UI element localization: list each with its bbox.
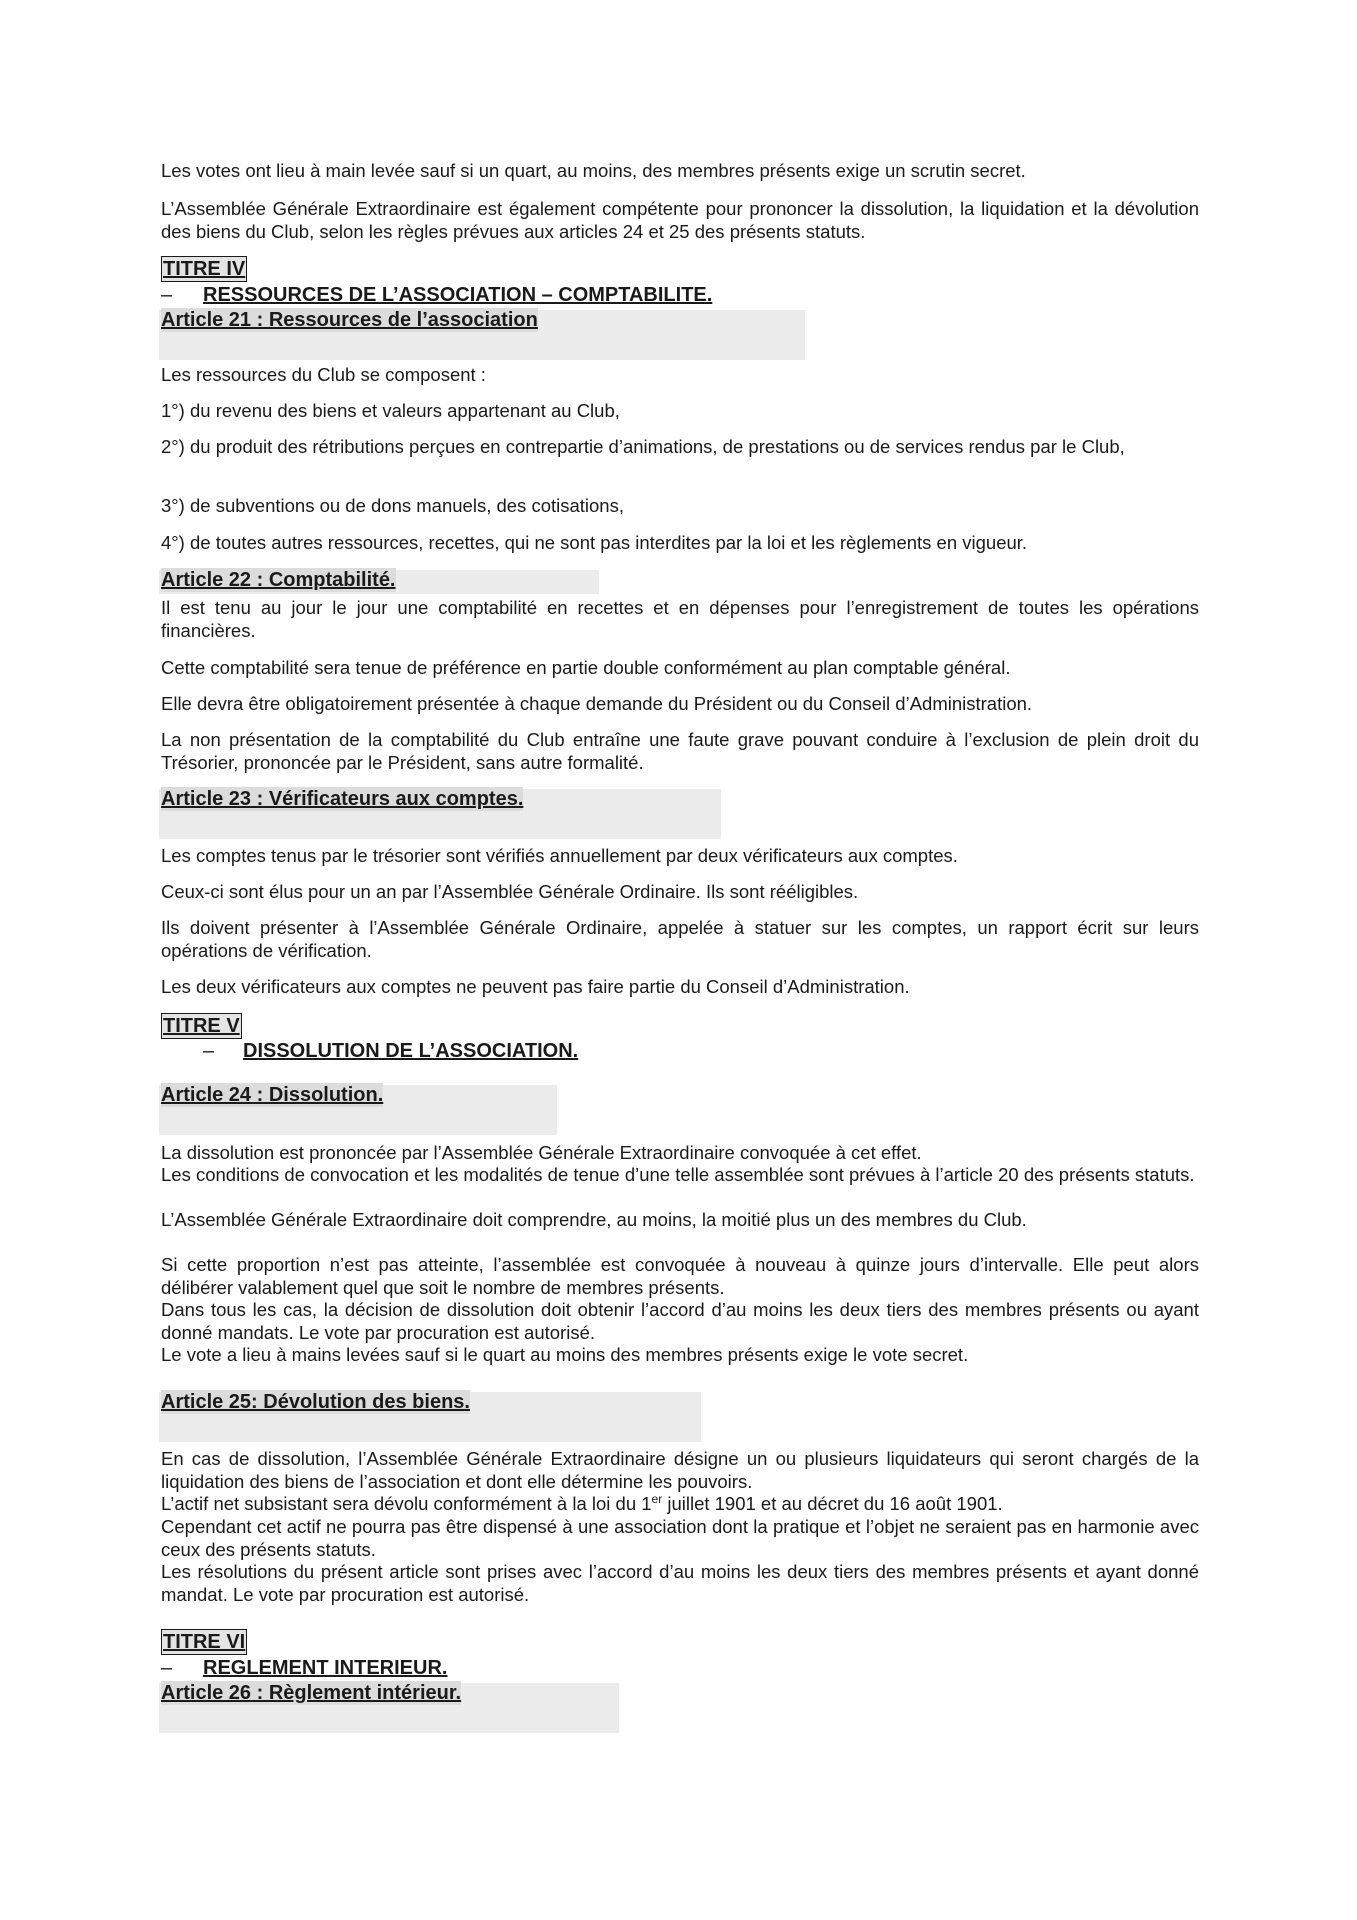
article-25-line-4: Les résolutions du présent article sont prises avec l’accord d’au moins les deux tiers des membres présents et ayant donné mandat. Le vote par procuration est autorisé. (161, 1561, 1199, 1605)
titre-v-heading: DISSOLUTION DE L’ASSOCIATION. (243, 1040, 579, 1062)
titre-vi-dash: – (161, 1657, 173, 1679)
article-21-item-4: 4°) de toutes autres ressources, recettes, qui ne sont pas interdites par la loi et les règlements en vigueur. (161, 532, 1028, 553)
competence-paragraph: L’Assemblée Générale Extraordinaire est également compétente pour prononcer la dissolution, la liquidation et la dévolution des biens du Club, selon les règles prévues aux articles 24 et 25 des présents statuts. (161, 198, 1199, 242)
titre-vi-label: TITRE VI (163, 1631, 246, 1653)
article-21-title: Article 21 : Ressources de l’association (161, 309, 538, 331)
article-23-para-3: Ils doivent présenter à l’Assemblée Générale Ordinaire, appelée à statuer sur les comptes, un rapport écrit sur leurs opérations de vérification. (161, 917, 1199, 961)
titre-iv-heading: RESSOURCES DE L’ASSOCIATION – COMPTABILITE. (203, 284, 713, 306)
article-22-para-3: Elle devra être obligatoirement présentée à chaque demande du Président ou du Conseil d’Administration. (161, 693, 1033, 714)
article-23-para-1: Les comptes tenus par le trésorier sont vérifiés annuellement par deux vérificateurs aux comptes. (161, 845, 958, 866)
titre-v-label: TITRE V (163, 1015, 240, 1037)
article-24-line-5: Dans tous les cas, la décision de dissolution doit obtenir l’accord d’au moins les deux tiers des membres présents ou ayant donné mandats. Le vote par procuration est autorisé. (161, 1299, 1199, 1343)
article-26-title: Article 26 : Règlement intérieur. (161, 1682, 462, 1704)
article-21-item-3: 3°) de subventions ou de dons manuels, des cotisations, (161, 495, 624, 516)
article-22-para-2: Cette comptabilité sera tenue de préférence en partie double conformément au plan comptable général. (161, 657, 1011, 678)
article-22-para-4: La non présentation de la comptabilité du Club entraîne une faute grave pouvant conduire à l’exclusion de plein droit du Trésorier, prononcée par le Président, sans autre formalité. (161, 729, 1199, 773)
article-21-item-2: 2°) du produit des rétributions perçues en contrepartie d’animations, de prestations ou de services rendus par le Club, (161, 436, 1125, 457)
titre-iv-label: TITRE IV (163, 258, 246, 280)
article-25-title: Article 25: Dévolution des biens. (161, 1391, 470, 1413)
titre-v-dash: – (203, 1040, 215, 1062)
article-24-line-2: Les conditions de convocation et les modalités de tenue d’une telle assemblée sont prévues à l’article 20 des présents statuts. (161, 1164, 1195, 1185)
article-25-line-2: L’actif net subsistant sera dévolu conformément à la loi du 1er juillet 1901 et au décret du 16 août 1901. (161, 1491, 1003, 1514)
article-24-line-1: La dissolution est prononcée par l’Assemblée Générale Extraordinaire convoquée à cet effet. (161, 1142, 922, 1163)
article-24-line-6: Le vote a lieu à mains levées sauf si le quart au moins des membres présents exige le vote secret. (161, 1344, 969, 1365)
article-23-title: Article 23 : Vérificateurs aux comptes. (161, 788, 524, 810)
article-24-title: Article 24 : Dissolution. (161, 1084, 384, 1106)
article-24-line-4: Si cette proportion n’est pas atteinte, l’assemblée est convoquée à nouveau à quinze jours d’intervalle. Elle peut alors délibérer valablement quel que soit le nombre de membres présents. (161, 1254, 1199, 1298)
article-23-para-2: Ceux-ci sont élus pour un an par l’Assemblée Générale Ordinaire. Ils sont rééligibles. (161, 881, 859, 902)
article-24-line-3: L’Assemblée Générale Extraordinaire doit comprendre, au moins, la moitié plus un des membres du Club. (161, 1209, 1027, 1230)
vote-paragraph: Les votes ont lieu à main levée sauf si un quart, au moins, des membres présents exige un scrutin secret. (161, 160, 1026, 181)
article-21-item-1: 1°) du revenu des biens et valeurs appartenant au Club, (161, 400, 620, 421)
article-23-para-4: Les deux vérificateurs aux comptes ne peuvent pas faire partie du Conseil d’Administration. (161, 976, 910, 997)
article-25-line-3: Cependant cet actif ne pourra pas être dispensé à une association dont la pratique et l’objet ne seraient pas en harmonie avec ceux des présents statuts. (161, 1516, 1199, 1560)
titre-iv-dash: – (161, 284, 173, 306)
article-25-line-1: En cas de dissolution, l’Assemblée Générale Extraordinaire désigne un ou plusieurs liquidateurs qui seront chargés de la liquidation des biens de l’association et dont elle détermine les pouvoirs. (161, 1448, 1199, 1492)
article-22-title: Article 22 : Comptabilité. (161, 569, 396, 591)
article-21-intro: Les ressources du Club se composent : (161, 364, 486, 385)
article-22-para-1: Il est tenu au jour le jour une comptabilité en recettes et en dépenses pour l’enregistrement de toutes les opérations financières. (161, 597, 1199, 641)
titre-vi-heading: REGLEMENT INTERIEUR. (203, 1657, 448, 1679)
